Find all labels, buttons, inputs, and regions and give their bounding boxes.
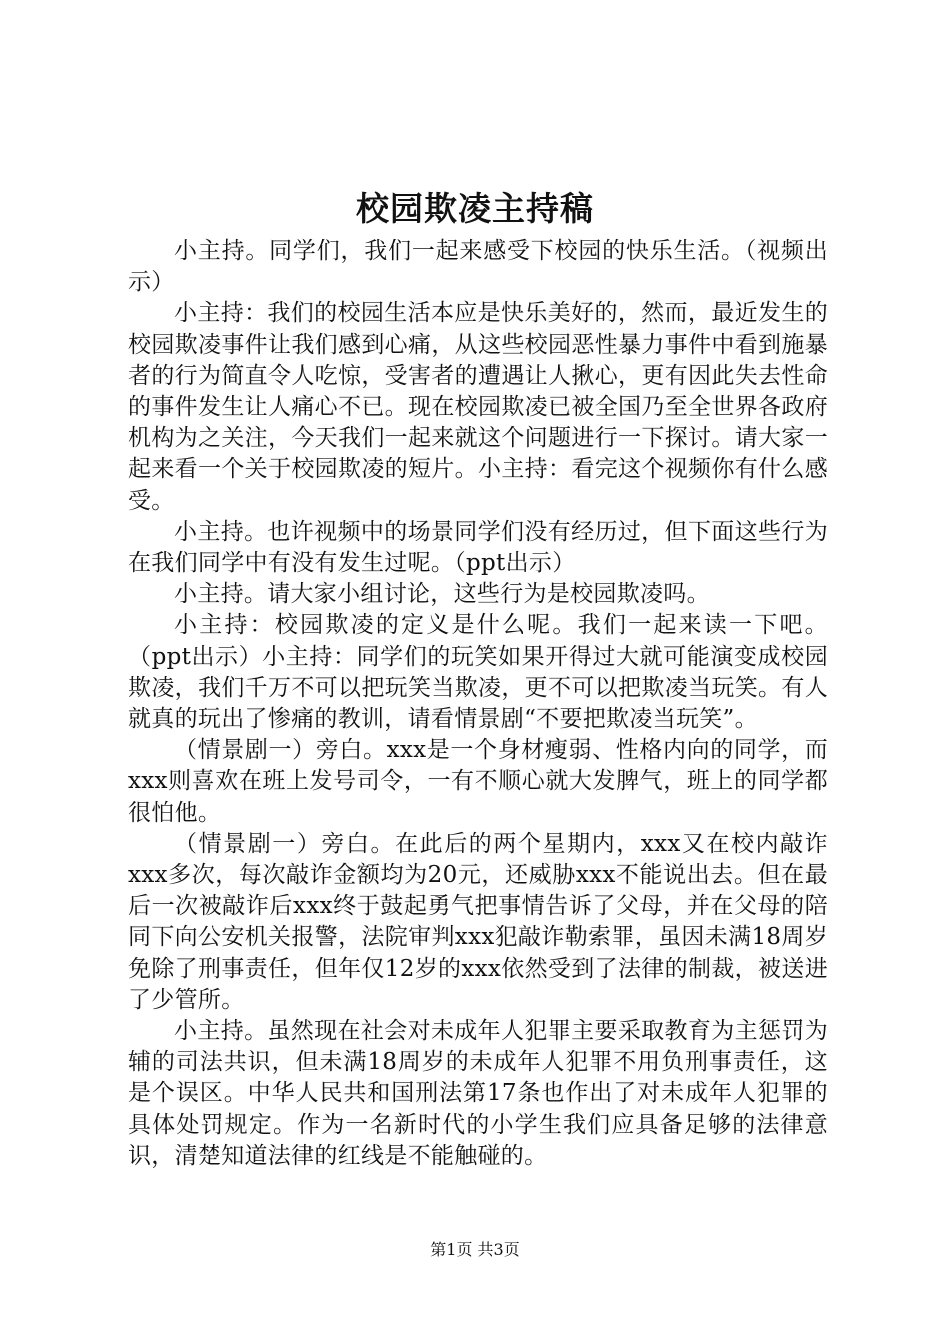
paragraph-7: （情景剧一）旁白。在此后的两个星期内，xxx又在校内敲诈xxx多次，每次敲诈金额均为20元，还威胁xxx不能说出去。但在最后一次被敲诈后xxx终于鼓起勇气把事情告诉了父母，并在父母的陪同下向公安机关报警，法院审判xxx犯敲诈勒索罪，虽因未满18周岁免除了刑事责任，但年仅12岁的xxx依然受到了法律的制裁，被送进了少管所。 [128,830,828,1013]
paragraph-4: 小主持。请大家小组讨论，这些行为是校园欺凌吗。 [174,581,710,608]
paragraph-5: 小主持：校园欺凌的定义是什么呢。我们一起来读一下吧。（ppt出示）小主持：同学们的玩笑如果开得过大就可能演变成校园欺凌，我们千万不可以把玩笑当欺凌，更不可以把欺凌当玩笑。有人就真的玩出了惨痛的教训，请看情景剧“不要把欺凌当玩笑”。 [128,612,828,733]
paragraph-1: 小主持。同学们，我们一起来感受下校园的快乐生活。（视频出示） [128,238,828,296]
document-body [128,236,828,1172]
paragraph-2: 小主持：我们的校园生活本应是快乐美好的，然而，最近发生的校园欺凌事件让我们感到心痛，从这些校园恶性暴力事件中看到施暴者的行为简直令人吃惊，受害者的遭遇让人揪心，更有因此失去性命的事件发生让人痛心不已。现在校园欺凌已被全国乃至全世界各政府机构为之关注，今天我们一起来就这个问题进行一下探讨。请大家一起来看一个关于校园欺凌的短片。小主持：看完这个视频你有什么感受。 [128,300,828,514]
paragraph-8: 小主持。虽然现在社会对未成年人犯罪主要采取教育为主惩罚为辅的司法共识，但未满18周岁的未成年人犯罪不用负刑事责任，这是个误区。中华人民共和国刑法第17条也作出了对未成年人犯罪的具体处罚规定。作为一名新时代的小学生我们应具备足够的法律意识，清楚知道法律的红线是不能触碰的。 [128,1018,828,1169]
page-footer: 第1页 共3页 [430,1240,520,1259]
paragraph-3: 小主持。也许视频中的场景同学们没有经历过，但下面这些行为在我们同学中有没有发生过呢。（ppt出示） [128,518,828,577]
paragraph-6: （情景剧一）旁白。xxx是一个身材瘦弱、性格内向的同学，而xxx则喜欢在班上发号司令，一有不顺心就大发脾气，班上的同学都很怕他。 [128,737,828,826]
page-title: 校园欺凌主持稿 [356,189,594,228]
